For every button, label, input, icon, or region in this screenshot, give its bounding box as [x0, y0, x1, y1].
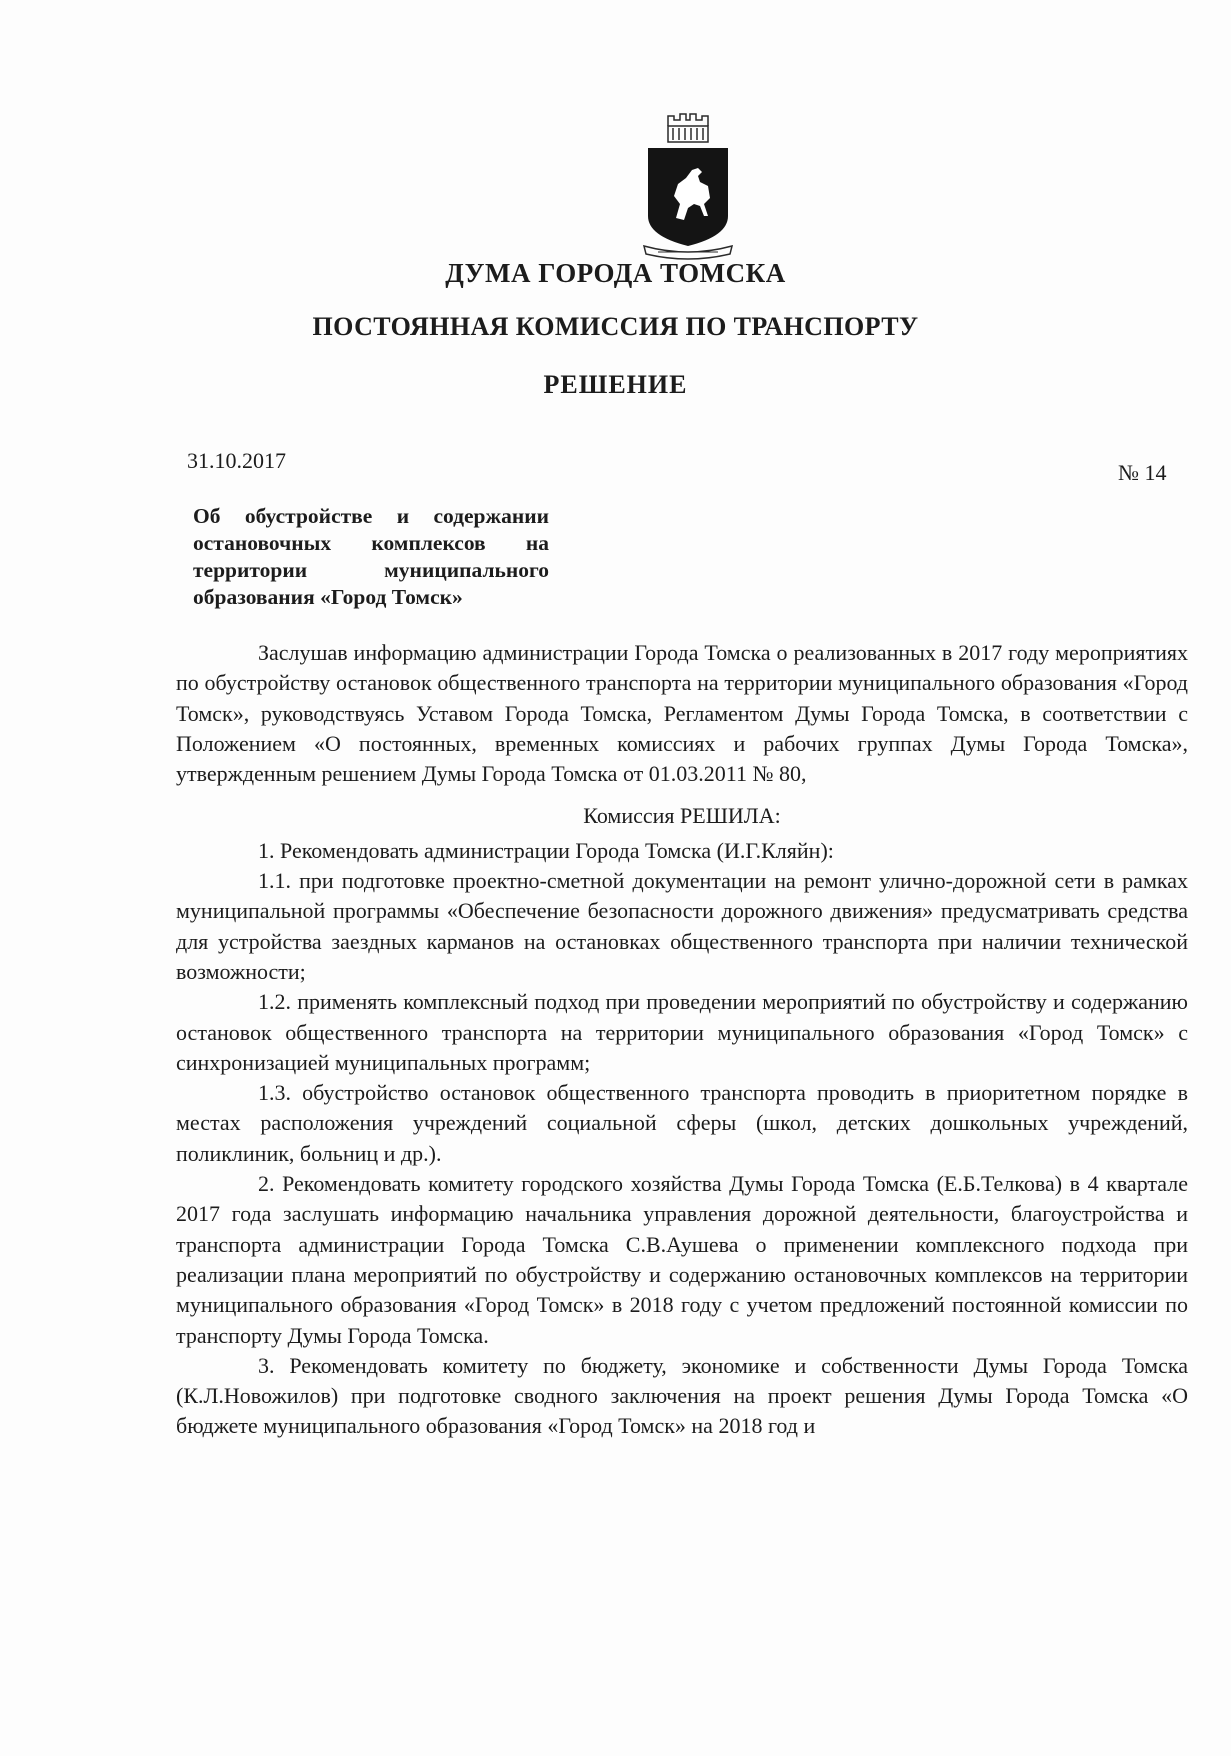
item-2: 2. Рекомендовать комитету городского хозяйства Думы Города Томска (Е.Б.Телкова) в 4 квартале 2017 года заслушать информацию начальника управления дорожной деятельности, благоустройства и транспорта администрации Города Томска С.В.Аушева о применении комплексного подхода при реализации плана мероприятий по обустройству и содержанию остановочных комплексов на территории муниципального образования «Город Томск» в 2018 году с учетом предложений постоянной комиссии по транспорту Думы Города Томска. [176, 1171, 1188, 1348]
item-3: 3. Рекомендовать комитету по бюджету, экономике и собственности Думы Города Томска (К.Л.Новожилов) при подготовке сводного заключения на проект решения Думы Города Томска «О бюджете муниципального образования «Город Томск» на 2018 год и [176, 1352, 1188, 1439]
council-title: ДУМА ГОРОДА ТОМСКА [445, 258, 786, 288]
item-1-3: 1.3. обустройство остановок общественного транспорта проводить в приоритетном порядке в местах расположения учреждений социальной сферы (школ, детских дошкольных учреждений, поликлиник, больниц и др.). [176, 1080, 1188, 1166]
item-1: 1. Рекомендовать администрации Города Томска (И.Г.Кляйн): [258, 837, 834, 863]
decision-body [176, 638, 1188, 1442]
document-type-title: РЕШЕНИЕ [543, 370, 688, 399]
decision-subject: Об обустройстве и содержании остановочных комплексов на территории муниципального образования «Город Томск» [193, 504, 549, 609]
item-1-1: 1.1. при подготовке проектно-сметной документации на ремонт улично-дорожной сети в рамках муниципальной программы «Обеспечение безопасности дорожного движения» предусматривать средства для устройства заездных карманов на остановках общественного транспорта при наличии технической возможности; [176, 868, 1188, 984]
commission-title: ПОСТОЯННАЯ КОМИССИЯ ПО ТРАНСПОРТУ [312, 312, 919, 341]
decision-number: № 14 [1118, 460, 1167, 485]
decision-date: 31.10.2017 [187, 448, 286, 473]
tomsk-coat-of-arms-icon [638, 108, 738, 266]
resolved-heading: Комиссия РЕШИЛА: [583, 803, 781, 829]
preamble-paragraph: Заслушав информацию администрации Города Томска о реализованных в 2017 году мероприятиях по обустройству остановок общественного транспорта на территории муниципального образования «Город Томск», руководствуясь Уставом Города Томска, Регламентом Думы Города Томска, в соответствии с Положением «О постоянных, временных комиссиях и рабочих группах Думы Города Томска», утвержденным решением Думы Города Томска от 01.03.2011 № 80, [176, 640, 1188, 787]
item-1-2: 1.2. применять комплексный подход при проведении мероприятий по обустройству и содержанию остановок общественного транспорта на территории муниципального образования «Город Томск» с синхронизацией муниципальных программ; [176, 989, 1188, 1075]
